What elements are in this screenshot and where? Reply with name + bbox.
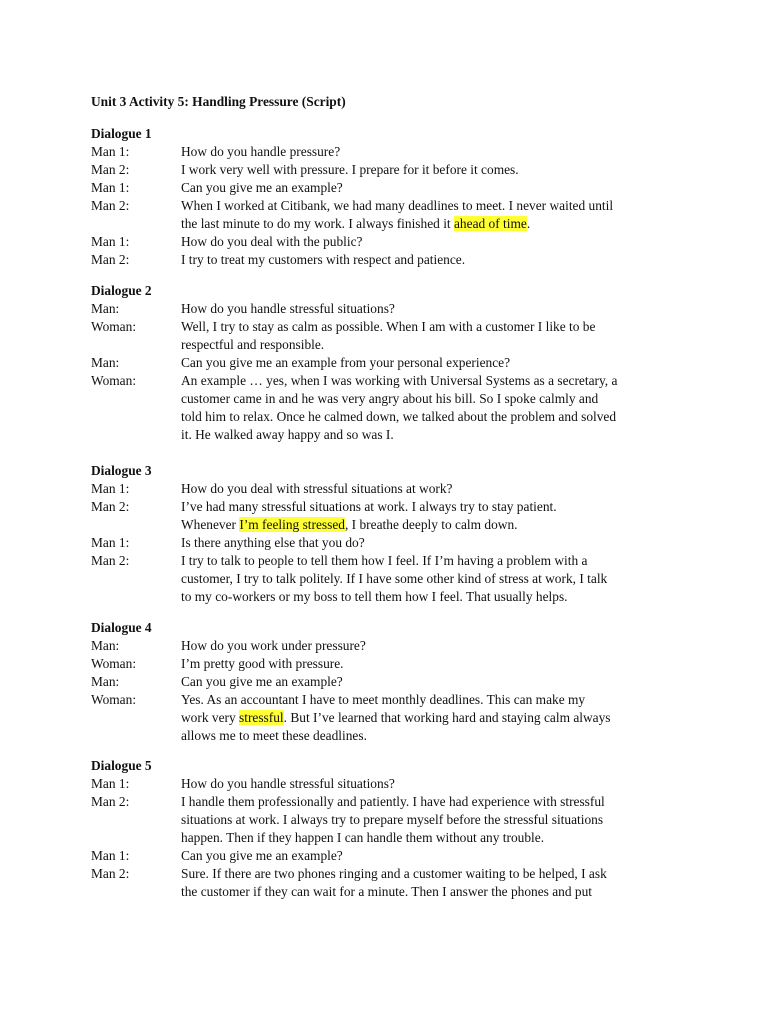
dialogue-line (181, 180, 343, 196)
line-text: . But I’ve learned that working hard and staying calm always (283, 710, 611, 725)
line-text: When I worked at Citibank, we had many deadlines to meet. I never waited until (181, 198, 614, 213)
dialogue-line (181, 692, 585, 708)
dialogue-heading: Dialogue 5 (91, 758, 152, 773)
speaker-label: Woman: (91, 692, 137, 707)
line-text: Well, I try to stay as calm as possible. When I am with a customer I like to be (181, 319, 596, 334)
line-text: How do you deal with the public? (181, 234, 363, 249)
dialogue-line (181, 144, 340, 160)
highlighted-phrase: stressful (239, 710, 284, 725)
dialogue-line (181, 162, 519, 178)
dialogue-line (181, 571, 607, 587)
speaker-label: Man 2: (91, 198, 130, 213)
line-text: Whenever (181, 517, 240, 532)
dialogue-line (181, 319, 595, 335)
line-text: it. He walked away happy and so was I. (181, 427, 394, 442)
speaker-label: Man 1: (91, 535, 130, 550)
line-text: to my co-workers or my boss to tell them how I feel. That usually helps. (181, 589, 568, 604)
dialogue-line (181, 355, 510, 371)
speaker-label: Man: (91, 674, 120, 689)
dialogue-line (181, 830, 544, 846)
line-text: An example … yes, when I was working with Universal Systems as a secretary, a (181, 373, 618, 388)
speaker-label: Woman: (91, 656, 137, 671)
speaker-label: Man 2: (91, 553, 130, 568)
line-text: Yes. As an accountant I have to meet monthly deadlines. This can make my (181, 692, 586, 707)
speaker-label: Man: (91, 355, 120, 370)
line-text: Can you give me an example? (181, 674, 343, 689)
speaker-label: Man 1: (91, 776, 130, 791)
line-text: Can you give me an example? (181, 180, 343, 195)
line-text: Is there anything else that you do? (181, 535, 365, 550)
speaker-label: Man 2: (91, 252, 130, 267)
line-text: . (526, 216, 531, 231)
dialogue-line (181, 337, 324, 353)
line-text: I handle them professionally and patiently. I have had experience with stressful (181, 794, 605, 809)
dialogue-line (181, 884, 592, 900)
dialogue-line (181, 728, 367, 744)
dialogue-line (181, 710, 611, 726)
line-text: Can you give me an example from your personal experience? (181, 355, 511, 370)
highlighted-phrase: ahead of time (453, 216, 527, 231)
speaker-label: Man 1: (91, 144, 130, 159)
speaker-label: Man: (91, 301, 120, 316)
line-text: Sure. If there are two phones ringing and a customer waiting to be helped, I ask (181, 866, 607, 881)
line-text: How do you handle stressful situations? (181, 301, 395, 316)
speaker-label: Man 2: (91, 866, 130, 881)
line-text: work very (181, 710, 240, 725)
speaker-label: Man 2: (91, 794, 130, 809)
line-text: customer came in and he was very angry about his bill. So I spoke calmly and (181, 391, 599, 406)
speaker-label: Man 1: (91, 481, 130, 496)
dialogue-line (181, 674, 343, 690)
dialogue-line (181, 234, 362, 250)
dialogue-line (181, 776, 395, 792)
speaker-label: Man 2: (91, 162, 130, 177)
dialogue-line (181, 499, 557, 515)
line-text: situations at work. I always try to prepare myself before the stressful situations (181, 812, 604, 827)
dialogue-line (181, 216, 530, 232)
dialogue-line (181, 866, 607, 882)
dialogue-heading: Dialogue 2 (91, 283, 152, 298)
dialogue-line (181, 794, 605, 810)
line-text: I try to treat my customers with respect and patience. (181, 252, 466, 267)
speaker-label: Man 1: (91, 180, 130, 195)
dialogue-line (181, 373, 617, 389)
line-text: told him to relax. Once he calmed down, we talked about the problem and solved (181, 409, 617, 424)
dialogue-line (181, 517, 518, 533)
speaker-label: Man 1: (91, 848, 130, 863)
line-text: I’ve had many stressful situations at work. I always try to stay patient. (181, 499, 557, 514)
dialogue-line (181, 252, 465, 268)
dialogue-heading: Dialogue 4 (91, 620, 152, 635)
speaker-label: Man 1: (91, 234, 130, 249)
line-text: the customer if they can wait for a minute. Then I answer the phones and put (181, 884, 593, 899)
speaker-label: Man 2: (91, 499, 130, 514)
dialogue-line (181, 812, 603, 828)
dialogue-line (181, 848, 343, 864)
line-text: happen. Then if they happen I can handle them without any trouble. (181, 830, 545, 845)
highlighted-phrase: I’m feeling stressed (239, 517, 345, 532)
line-text: allows me to meet these deadlines. (181, 728, 367, 743)
speaker-label: Woman: (91, 373, 137, 388)
line-text: I try to talk to people to tell them how I feel. If I’m having a problem with a (181, 553, 588, 568)
dialogue-line (181, 656, 344, 672)
speaker-label: Woman: (91, 319, 137, 334)
line-text: How do you handle stressful situations? (181, 776, 395, 791)
line-text: How do you work under pressure? (181, 638, 366, 653)
dialogue-line (181, 301, 395, 317)
dialogue-line (181, 589, 568, 605)
dialogue-heading: Dialogue 1 (91, 126, 152, 141)
line-text: customer, I try to talk politely. If I have some other kind of stress at work, I talk (181, 571, 608, 586)
dialogue-line (181, 535, 365, 551)
dialogue-line (181, 638, 366, 654)
dialogue-line (181, 481, 453, 497)
dialogue-line (181, 409, 616, 425)
line-text: respectful and responsible. (181, 337, 325, 352)
line-text: I work very well with pressure. I prepare for it before it comes. (181, 162, 519, 177)
line-text: I’m pretty good with pressure. (181, 656, 344, 671)
speaker-label: Man: (91, 638, 120, 653)
dialogue-line (181, 198, 613, 214)
line-text: , I breathe deeply to calm down. (344, 517, 518, 532)
line-text: Can you give me an example? (181, 848, 343, 863)
line-text: How do you handle pressure? (181, 144, 341, 159)
document-title: Unit 3 Activity 5: Handling Pressure (Script) (91, 94, 346, 109)
dialogue-line (181, 391, 598, 407)
dialogue-heading: Dialogue 3 (91, 463, 152, 478)
dialogue-line (181, 553, 587, 569)
line-text: the last minute to do my work. I always finished it (181, 216, 454, 231)
dialogue-line (181, 427, 394, 443)
line-text: How do you deal with stressful situations at work? (181, 481, 453, 496)
